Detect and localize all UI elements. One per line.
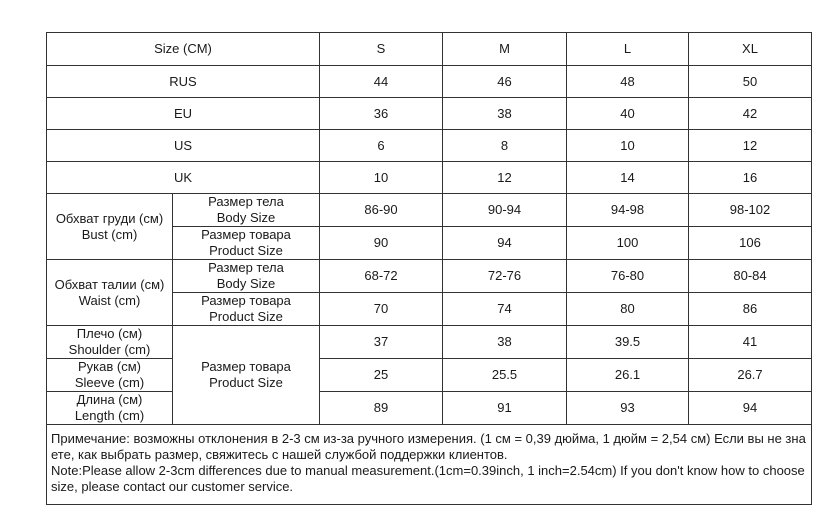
cell-value: 48 — [567, 66, 689, 98]
cell-value: 90-94 — [443, 194, 567, 227]
cell-value: 25.5 — [443, 359, 567, 392]
table-row-length — [47, 392, 812, 425]
size-header-s: S — [320, 33, 443, 66]
table-row-rus — [47, 66, 812, 98]
size-header-l: L — [567, 33, 689, 66]
body-size-label: Размер тела Body Size — [173, 194, 320, 227]
table-row-shoulder — [47, 326, 812, 359]
cell-value: 26.1 — [567, 359, 689, 392]
cell-value: 94-98 — [567, 194, 689, 227]
cell-value: 26.7 — [689, 359, 812, 392]
row-label: RUS — [47, 66, 320, 98]
size-header-xl: XL — [689, 33, 812, 66]
header-row — [47, 33, 812, 66]
product-size-label: Размер товара Product Size — [173, 326, 320, 425]
product-size-label: Размер товара Product Size — [173, 227, 320, 260]
cell-value: 91 — [443, 392, 567, 425]
cell-value: 10 — [567, 130, 689, 162]
size-header-m: M — [443, 33, 567, 66]
cell-value: 8 — [443, 130, 567, 162]
cell-value: 80 — [567, 293, 689, 326]
sleeve-label: Рукав (см) Sleeve (cm) — [47, 359, 173, 392]
cell-value: 70 — [320, 293, 443, 326]
cell-value: 38 — [443, 98, 567, 130]
cell-value: 16 — [689, 162, 812, 194]
cell-value: 6 — [320, 130, 443, 162]
cell-value: 90 — [320, 227, 443, 260]
table-row-bust-body — [47, 194, 812, 227]
row-label: US — [47, 130, 320, 162]
cell-value: 93 — [567, 392, 689, 425]
cell-value: 94 — [689, 392, 812, 425]
cell-value: 94 — [443, 227, 567, 260]
cell-value: 72-76 — [443, 260, 567, 293]
cell-value: 42 — [689, 98, 812, 130]
size-chart-table — [46, 32, 812, 505]
table-row-uk — [47, 162, 812, 194]
waist-label: Обхват талии (см) Waist (cm) — [47, 260, 173, 326]
size-header-label: Size (CM) — [47, 33, 320, 66]
cell-value: 12 — [689, 130, 812, 162]
cell-value: 98-102 — [689, 194, 812, 227]
note-row — [47, 425, 812, 505]
cell-value: 80-84 — [689, 260, 812, 293]
bust-label: Обхват груди (см) Bust (cm) — [47, 194, 173, 260]
cell-value: 68-72 — [320, 260, 443, 293]
cell-value: 74 — [443, 293, 567, 326]
cell-value: 40 — [567, 98, 689, 130]
cell-value: 86-90 — [320, 194, 443, 227]
table-row-sleeve — [47, 359, 812, 392]
cell-value: 36 — [320, 98, 443, 130]
cell-value: 100 — [567, 227, 689, 260]
length-label: Длина (см) Length (cm) — [47, 392, 173, 425]
row-label: UK — [47, 162, 320, 194]
product-size-label: Размер товара Product Size — [173, 293, 320, 326]
body-size-label: Размер тела Body Size — [173, 260, 320, 293]
cell-value: 38 — [443, 326, 567, 359]
note-text — [47, 425, 812, 505]
cell-value: 44 — [320, 66, 443, 98]
cell-value: 50 — [689, 66, 812, 98]
cell-value: 10 — [320, 162, 443, 194]
note-ru: Примечание: возможны отклонения в 2-3 см из-за ручного измерения. (1 см = 0,39 дюйма, 1 дюйм = 2,54 см) Если вы не знаете, как выбрать размер, свяжитесь с нашей службой поддержки клиентов. — [51, 431, 806, 462]
shoulder-label: Плечо (см) Shoulder (cm) — [47, 326, 173, 359]
table-row-eu — [47, 98, 812, 130]
cell-value: 106 — [689, 227, 812, 260]
cell-value: 89 — [320, 392, 443, 425]
cell-value: 14 — [567, 162, 689, 194]
cell-value: 25 — [320, 359, 443, 392]
cell-value: 12 — [443, 162, 567, 194]
cell-value: 39.5 — [567, 326, 689, 359]
cell-value: 86 — [689, 293, 812, 326]
cell-value: 46 — [443, 66, 567, 98]
table-row-us — [47, 130, 812, 162]
cell-value: 76-80 — [567, 260, 689, 293]
row-label: EU — [47, 98, 320, 130]
cell-value: 37 — [320, 326, 443, 359]
cell-value: 41 — [689, 326, 812, 359]
note-en: Note:Please allow 2-3cm differences due to manual measurement.(1cm=0.39inch, 1 inch=2.54cm) If you don't know how to choose size, please contact our customer service. — [51, 463, 805, 494]
table-row-waist-body — [47, 260, 812, 293]
